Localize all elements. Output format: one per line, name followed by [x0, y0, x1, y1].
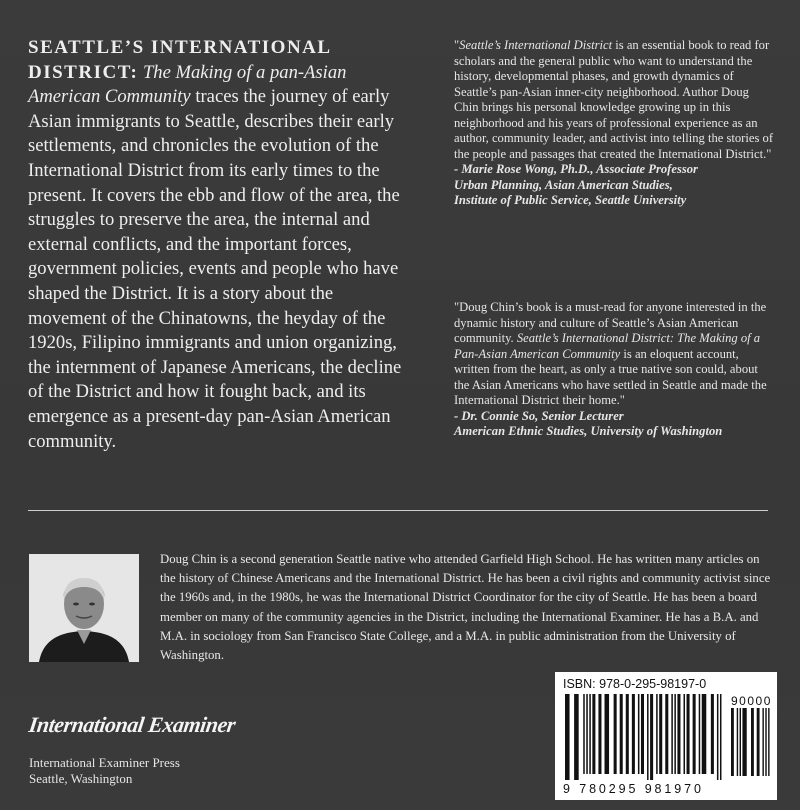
author-photo — [29, 554, 139, 662]
barcode-bar — [598, 694, 601, 774]
publisher-logo: International Examiner — [27, 712, 237, 737]
quote-attribution-line: American Ethnic Studies, University of Washington — [454, 424, 723, 439]
quote-open: "Doug Chin’s book is a must-read for anyone interested in the dynamic history and culture of Seattle’s Asian American community. — [454, 300, 767, 346]
barcode-bar — [762, 708, 763, 776]
barcode-bar — [768, 708, 769, 776]
barcode-bar — [614, 694, 617, 774]
isbn-label: ISBN: 978-0-295-98197-0 — [563, 677, 707, 691]
barcode-bar — [757, 708, 760, 776]
barcode-bar — [650, 694, 653, 780]
barcode-bar — [638, 694, 640, 774]
quote-open: " — [454, 38, 460, 52]
barcode-bar — [693, 694, 696, 774]
barcode-bar — [684, 694, 686, 774]
quote-text: is an eloquent account, written from the heart, as only a true native son could, about the Asian Americans who have settled in Seattle and made the International District their home." — [454, 346, 767, 408]
book-subtitle: The Making of a pan-Asian American Community — [28, 61, 347, 108]
barcode-bar — [626, 694, 629, 774]
barcode-bar — [574, 694, 579, 780]
barcode-bar — [605, 694, 610, 774]
barcode-bar — [586, 694, 588, 774]
author-bio: Doug Chin is a second generation Seattle native who attended Garfield High School. He has written many articles on the history of Chinese Americans and the International District. He has been a civil rights and community activist since the 1960s and, in the 1980s, he was the International District Coordinator for the city of Seattle. He has been a board member on many of the community agencies in the District, including the International Examiner. He has a B.A. and M.A. in sociology from San Francisco State College, and a M.A. in public administration from the University of Washington. — [160, 552, 771, 663]
publisher-location: Seattle, Washington — [29, 771, 133, 786]
barcode-bar — [731, 708, 734, 776]
blurb-body: traces the journey of early Asian immigrants to Seattle, describes their early settlements, and chronicles the evolution of the International District from its early times to the present. It covers the ebb and flow of the area, the struggles to preserve the area, the internal and external conflicts, and the important forces, government policies, events and people who have shaped the District. It is a story about the movement of the Chinatowns, the heyday of the 1920s, Filipino immigrants and union organizing, the internment of Japanese Americans, the decline of the District and how it fought back, and its emergence as a present-day pan-Asian American community. — [28, 86, 402, 452]
barcode-bar — [740, 708, 741, 776]
publisher-info — [29, 755, 180, 787]
barcode-bar — [641, 694, 644, 774]
ean-digits: 9 780295 981970 — [563, 782, 704, 796]
barcode-bar — [717, 694, 719, 780]
barcode-bar — [765, 708, 766, 776]
quote-book-title: Seattle’s International District: The Making of a Pan-Asian American Community — [454, 331, 761, 361]
main-blurb — [28, 36, 416, 454]
price-addon-bars — [731, 708, 771, 782]
ean-barcode-bars — [565, 694, 723, 780]
barcode-bar — [632, 694, 635, 774]
barcode-bar — [699, 694, 701, 774]
barcode-bar — [711, 694, 714, 774]
quote-book-title: Seattle’s International District — [459, 38, 613, 52]
barcode-bar — [583, 694, 585, 774]
barcode-bar — [659, 694, 662, 774]
barcode-bar — [656, 694, 658, 774]
barcode-bar — [665, 694, 668, 774]
barcode-bar — [671, 694, 673, 774]
barcode-bar — [702, 694, 707, 774]
barcode-bar — [674, 694, 676, 774]
price-addon-digits: 90000 — [731, 694, 772, 708]
quote-attribution-line: Urban Planning, Asian American Studies, — [454, 177, 673, 192]
barcode-bar — [565, 694, 570, 780]
barcode-bar — [589, 694, 591, 774]
book-title: SEATTLE’S INTERNATIONAL DISTRICT: — [28, 37, 331, 83]
barcode-bar — [742, 708, 746, 776]
barcode — [555, 672, 777, 800]
quote-attribution-line: - Marie Rose Wong, Ph.D., Associate Professor — [454, 162, 698, 177]
barcode-bar — [720, 694, 722, 780]
review-quote-1 — [454, 38, 774, 209]
barcode-bar — [737, 708, 738, 776]
barcode-bar — [647, 694, 649, 780]
publisher-name: International Examiner Press — [29, 755, 180, 770]
quote-attribution-line: - Dr. Connie So, Senior Lecturer — [454, 408, 624, 423]
barcode-bar — [592, 694, 595, 774]
quote-attribution-line: Institute of Public Service, Seattle University — [454, 193, 687, 208]
barcode-bar — [620, 694, 623, 774]
review-quote-2 — [454, 300, 774, 440]
barcode-bar — [677, 694, 680, 774]
section-divider — [28, 510, 768, 511]
barcode-bar — [687, 694, 690, 774]
barcode-bar — [751, 708, 754, 776]
quote-text: is an essential book to read for scholars and the general public who want to understand the history, developmental phases, and growth dynamics of Seattle’s pan-Asian inner-city neighborhood. Author Doug Chin brings his personal knowledge growing up in this neighborhood and his years of professional experience as an author, community leader, and activist into telling the stories of the people and passages that created the International District." — [454, 38, 774, 161]
